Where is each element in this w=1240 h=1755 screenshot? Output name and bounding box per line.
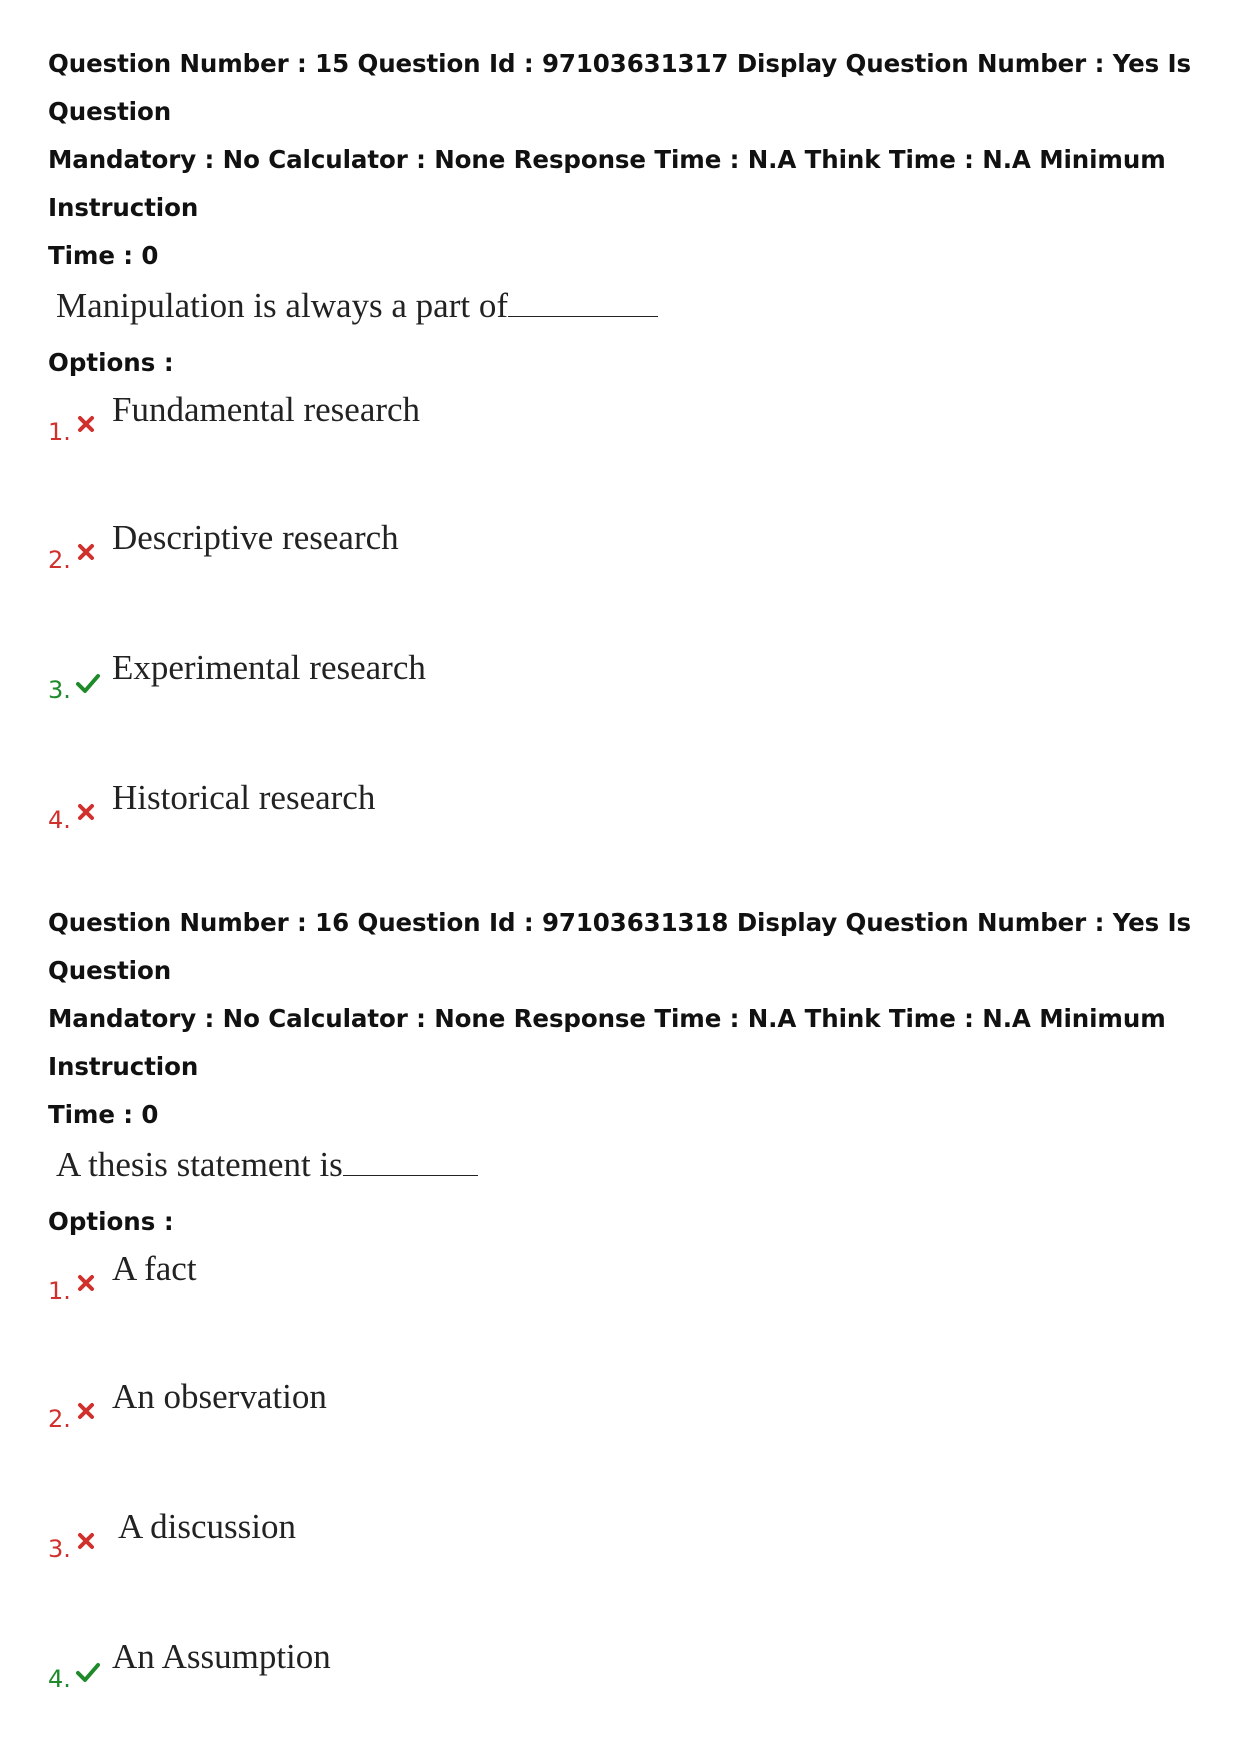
question-stem-text: A thesis statement is (56, 1145, 343, 1184)
option-text: A discussion (118, 1507, 296, 1546)
option-number: 3. (48, 1535, 71, 1563)
option-4 (48, 1625, 1208, 1755)
answer-blank (508, 286, 658, 317)
option-number: 4. (48, 1665, 71, 1693)
option-number: 2. (48, 546, 71, 574)
question-stem (56, 1143, 1208, 1187)
answer-blank (343, 1145, 478, 1176)
question-meta-line-2: Mandatory : No Calculator : None Response Time : N.A Think Time : N.A Minimum Instruction (48, 145, 1166, 222)
option-number: 4. (48, 806, 71, 834)
question-meta-line-2: Mandatory : No Calculator : None Response Time : N.A Think Time : N.A Minimum Instruction (48, 1004, 1166, 1081)
option-4 (48, 766, 1208, 896)
option-text: An observation (112, 1377, 327, 1416)
option-2 (48, 506, 1208, 636)
option-text: Experimental research (112, 648, 426, 687)
option-number: 2. (48, 1405, 71, 1433)
option-text: An Assumption (112, 1637, 331, 1676)
cross-icon (76, 414, 96, 434)
cross-icon (76, 802, 96, 822)
question-stem (56, 284, 1208, 328)
option-number: 3. (48, 676, 71, 704)
option-text: A fact (112, 1249, 197, 1288)
question-meta-line-3: Time : 0 (48, 1100, 159, 1129)
option-text: Fundamental research (112, 390, 421, 429)
question-block-16 (48, 899, 1208, 1755)
option-number: 1. (48, 418, 71, 446)
question-meta-line-1: Question Number : 16 Question Id : 97103631318 Display Question Number : Yes Is Question (48, 908, 1192, 985)
question-meta-line-1: Question Number : 15 Question Id : 97103631317 Display Question Number : Yes Is Question (48, 49, 1192, 126)
check-icon (76, 1661, 100, 1683)
cross-icon (76, 542, 96, 562)
options-label: Options : (48, 348, 174, 377)
check-icon (76, 672, 100, 694)
option-text: Descriptive research (112, 518, 399, 557)
question-meta-line-3: Time : 0 (48, 241, 159, 270)
option-3 (48, 636, 1208, 766)
option-1 (48, 378, 1208, 506)
option-1 (48, 1237, 1208, 1365)
question-block-15 (48, 40, 1208, 896)
question-stem-text: Manipulation is always a part of (56, 286, 508, 325)
cross-icon (76, 1273, 96, 1293)
options-label: Options : (48, 1207, 174, 1236)
option-2 (48, 1365, 1208, 1495)
cross-icon (76, 1531, 96, 1551)
option-text: Historical research (112, 778, 376, 817)
option-number: 1. (48, 1277, 71, 1305)
option-3 (48, 1495, 1208, 1625)
cross-icon (76, 1401, 96, 1421)
